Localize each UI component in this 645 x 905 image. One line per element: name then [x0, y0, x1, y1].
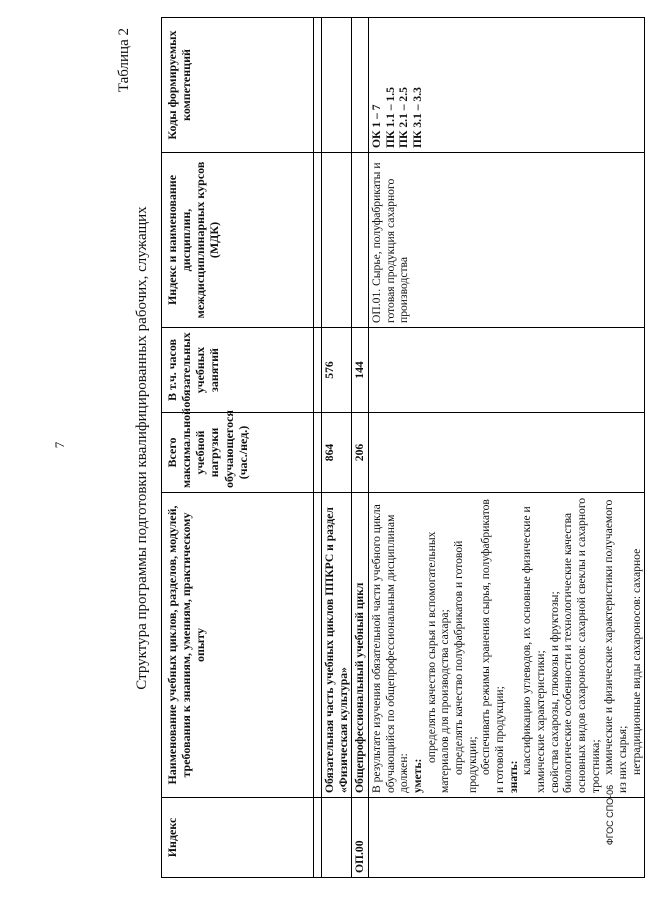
table-row-detail: [369, 18, 645, 878]
discipline-cell: ОП.01. Сырье, полуфабрикаты и готовая продукция сахарного производства: [369, 153, 645, 328]
skill-item: определять качество сырья и вспомогательных материалов для производства сахара;: [424, 531, 452, 793]
requirements-intro: В результате изучения обязательной части учебного цикла обучающийся по общепрофессиональным дисциплинам должен:: [370, 504, 411, 793]
header-row: [162, 18, 314, 878]
requirements-cell: [369, 493, 645, 798]
page-number: 7: [52, 441, 67, 449]
mandatory-required-hours: 576: [322, 328, 352, 413]
header-name: Наименование учебных циклов, разделов, модулей, требования к знаниям, умениям, практическому опыту: [162, 493, 314, 798]
table-row: [314, 18, 322, 878]
knowledge-item: нетрадиционные виды сахароносов: сахарное: [629, 548, 643, 775]
competency-code: ПК 1.1 – 1.5: [383, 87, 397, 148]
structure-table: [161, 17, 645, 878]
header-index: Индекс: [162, 798, 314, 878]
op-cycle-name: Общепрофессиональный учебный цикл: [352, 493, 369, 798]
competencies-cell: [369, 18, 645, 153]
knowledge-item: классификацию углеводов, их основные физические и химические характеристики;: [520, 506, 548, 793]
table-label: Таблица 2: [116, 28, 132, 93]
caption-area: [108, 18, 158, 878]
rotated-content: [108, 18, 643, 878]
knowledge-item: химические и физические характеристики получаемого из них сырья;: [602, 499, 630, 793]
table-row-op: [352, 18, 369, 878]
header-competencies: Коды формируемых компетенций: [162, 18, 314, 153]
header-disciplines: Индекс и наименование дисциплин, междисциплинарных курсов (МДК): [162, 153, 314, 328]
op-max-load: 206: [352, 413, 369, 493]
skill-item: определять качество полуфабрикатов и готовой продукции;: [452, 540, 479, 793]
knowledge-label: знать:: [506, 760, 520, 793]
competency-code: ОК 1 – 7: [370, 104, 384, 148]
footer-label: ФГОС СПО-06: [605, 784, 615, 846]
knowledge-item: свойства сахарозы, глюкозы и фруктозы;: [547, 591, 561, 793]
competency-code: ПК 2.1 – 2.5: [397, 87, 411, 148]
op-required-hours: 144: [352, 328, 369, 413]
header-max-load: Всего максимальной учебной нагрузки обучающегося (час./нед.): [162, 413, 314, 493]
mandatory-max-load: 864: [322, 413, 352, 493]
document-title: Структура программы подготовки квалифицированных рабочих, служащих: [134, 206, 150, 690]
competency-code: ПК 3.1 – 3.3: [411, 87, 425, 148]
table-row-mandatory: [322, 18, 352, 878]
mandatory-part-label: Обязательная часть учебных циклов ППКРС и раздел «Физическая культура»: [322, 493, 352, 798]
knowledge-item: биологические особенности и технологические качества основных видов сахароносов: сахарной свеклы и сахарного тростника;: [561, 497, 602, 793]
op-index: ОП.00: [352, 798, 369, 878]
header-required-hours: В т.ч. часов обязательных учебных занятий: [162, 328, 314, 413]
skill-item: обеспечивать режимы хранения сырья, полуфабрикатов и готовой продукции;: [479, 499, 507, 793]
skills-label: уметь:: [411, 758, 425, 793]
